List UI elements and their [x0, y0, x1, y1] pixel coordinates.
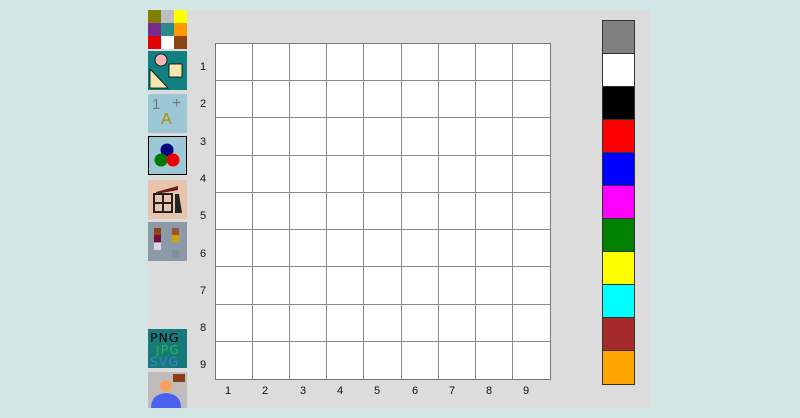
grid-cell[interactable]: [327, 193, 364, 230]
grid-cell[interactable]: [402, 342, 439, 379]
grid-cell[interactable]: [216, 342, 253, 379]
grid-cell[interactable]: [216, 193, 253, 230]
grid-cell[interactable]: [476, 305, 513, 342]
column-label: 6: [411, 385, 419, 397]
user-avatar-icon: [148, 372, 187, 408]
row-label: 1: [199, 61, 207, 73]
numbers-letters-tool[interactable]: [148, 94, 187, 133]
row-label: 3: [199, 136, 207, 148]
grid-cell[interactable]: [439, 156, 476, 193]
color-swatch[interactable]: [603, 285, 634, 318]
grid-cell[interactable]: [513, 44, 550, 81]
color-swatch[interactable]: [603, 21, 634, 54]
grid-cell[interactable]: [476, 267, 513, 304]
grid-cell[interactable]: [327, 342, 364, 379]
shapes-tool[interactable]: [148, 51, 187, 90]
column-label: 4: [336, 385, 344, 397]
grid-cell[interactable]: [216, 156, 253, 193]
grid-cell[interactable]: [253, 305, 290, 342]
grid-cell[interactable]: [327, 81, 364, 118]
grid-cell[interactable]: [253, 156, 290, 193]
column-label: 2: [261, 385, 269, 397]
color-grid-icon: [148, 10, 187, 49]
color-swatch[interactable]: [603, 318, 634, 351]
grid-cell[interactable]: [402, 156, 439, 193]
drawing-grid[interactable]: [215, 43, 551, 380]
grid-cell[interactable]: [402, 44, 439, 81]
grid-cell[interactable]: [476, 118, 513, 155]
shapes-icon: [148, 51, 187, 90]
grid-cell[interactable]: [253, 44, 290, 81]
grid-cell[interactable]: [439, 230, 476, 267]
grid-cell[interactable]: [402, 118, 439, 155]
grid-cell[interactable]: [327, 118, 364, 155]
grid-cell[interactable]: [402, 81, 439, 118]
grid-cell[interactable]: [513, 193, 550, 230]
grid-cell[interactable]: [402, 267, 439, 304]
palette-tool[interactable]: [148, 222, 187, 261]
row-label: 6: [199, 248, 207, 260]
grid-cell[interactable]: [253, 267, 290, 304]
column-label: 7: [448, 385, 456, 397]
grid-cell[interactable]: [439, 81, 476, 118]
grid-cell[interactable]: [253, 342, 290, 379]
grid-cell[interactable]: [439, 305, 476, 342]
color-grid-tool[interactable]: [148, 10, 187, 49]
grid-cell[interactable]: [439, 44, 476, 81]
grid-cell[interactable]: [439, 267, 476, 304]
grid-cell[interactable]: [290, 267, 327, 304]
color-swatch[interactable]: [603, 219, 634, 252]
grid-cell[interactable]: [402, 230, 439, 267]
column-label: 9: [522, 385, 530, 397]
grid-cell[interactable]: [476, 230, 513, 267]
grid-cell[interactable]: [290, 44, 327, 81]
color-swatch[interactable]: [603, 54, 634, 87]
grid-cell[interactable]: [253, 193, 290, 230]
grid-cell[interactable]: [476, 44, 513, 81]
grid-cell[interactable]: [327, 156, 364, 193]
grid-cell[interactable]: [364, 81, 401, 118]
grid-cell[interactable]: [216, 81, 253, 118]
row-label: 8: [199, 322, 207, 334]
grid-cell[interactable]: [364, 230, 401, 267]
jpg-label: JPG: [156, 342, 180, 357]
export-tool[interactable]: [148, 329, 187, 368]
grid-cell[interactable]: [364, 156, 401, 193]
color-swatch[interactable]: [603, 120, 634, 153]
grid-cell[interactable]: [513, 156, 550, 193]
user-tool[interactable]: [148, 372, 187, 408]
grid-cell[interactable]: [439, 118, 476, 155]
row-label: 4: [199, 173, 207, 185]
grid-cell[interactable]: [327, 267, 364, 304]
column-label: 3: [299, 385, 307, 397]
color-palette: [602, 20, 635, 385]
grid-cell[interactable]: [439, 342, 476, 379]
grid-cell[interactable]: [253, 81, 290, 118]
grid-cell[interactable]: [364, 267, 401, 304]
grid-cell[interactable]: [290, 342, 327, 379]
swatches-icon: [148, 222, 187, 261]
grid-settings-tool[interactable]: [148, 180, 187, 219]
row-label: 7: [199, 285, 207, 297]
grid-cell[interactable]: [513, 305, 550, 342]
grid-cell[interactable]: [513, 118, 550, 155]
grid-cell[interactable]: [290, 118, 327, 155]
grid-cell[interactable]: [290, 193, 327, 230]
column-label: 8: [485, 385, 493, 397]
color-swatch[interactable]: [603, 186, 634, 219]
grid-cell[interactable]: [290, 156, 327, 193]
color-swatch[interactable]: [603, 351, 634, 384]
grid-cell[interactable]: [439, 193, 476, 230]
grid-cell[interactable]: [216, 230, 253, 267]
grid-cell[interactable]: [364, 305, 401, 342]
column-label: 1: [224, 385, 232, 397]
svg-label: SVG: [150, 354, 180, 368]
grid-cell[interactable]: [253, 118, 290, 155]
grid-cell[interactable]: [364, 44, 401, 81]
color-mix-icon: [149, 137, 185, 173]
row-label: 5: [199, 210, 207, 222]
grid-cell[interactable]: [364, 118, 401, 155]
color-swatch[interactable]: [603, 252, 634, 285]
png-label: PNG: [150, 330, 180, 345]
grid-cell[interactable]: [290, 81, 327, 118]
grid-cell[interactable]: [327, 230, 364, 267]
grid-cell[interactable]: [513, 342, 550, 379]
color-mix-tool[interactable]: [148, 136, 187, 175]
color-swatch[interactable]: [603, 153, 634, 186]
column-label: 5: [373, 385, 381, 397]
grid-cell[interactable]: [216, 267, 253, 304]
grid-cell[interactable]: [327, 305, 364, 342]
grid-cell[interactable]: [476, 342, 513, 379]
grid-cell[interactable]: [290, 305, 327, 342]
plus-label: +: [172, 95, 182, 112]
grid-cell[interactable]: [216, 44, 253, 81]
grid-cell[interactable]: [402, 305, 439, 342]
grid-ruler-icon: [148, 180, 187, 219]
grid-cell[interactable]: [476, 156, 513, 193]
grid-cell[interactable]: [402, 193, 439, 230]
grid-cell[interactable]: [364, 342, 401, 379]
grid-cell[interactable]: [513, 267, 550, 304]
grid-cell[interactable]: [253, 230, 290, 267]
number-label: 1: [152, 96, 161, 113]
grid-cell[interactable]: [364, 193, 401, 230]
grid-cell[interactable]: [216, 118, 253, 155]
grid-cell[interactable]: [513, 81, 550, 118]
grid-cell[interactable]: [216, 305, 253, 342]
row-label: 2: [199, 98, 207, 110]
grid-cell[interactable]: [290, 230, 327, 267]
color-swatch[interactable]: [603, 87, 634, 120]
row-label: 9: [199, 359, 207, 371]
letter-label: A: [161, 111, 172, 128]
grid-cell[interactable]: [476, 193, 513, 230]
grid-cell[interactable]: [513, 230, 550, 267]
grid-cell[interactable]: [476, 81, 513, 118]
grid-cell[interactable]: [327, 44, 364, 81]
